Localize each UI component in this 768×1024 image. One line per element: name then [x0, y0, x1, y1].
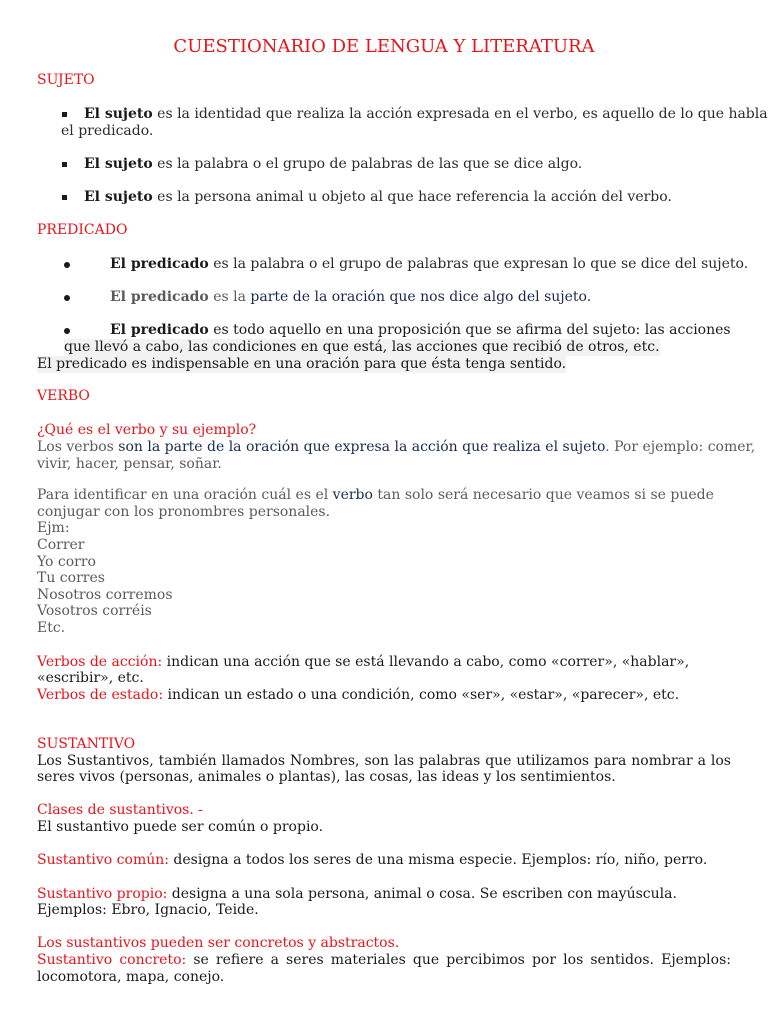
document-title: CUESTIONARIO DE LENGUA Y LITERATURA — [173, 36, 595, 57]
predicado-bullet-1: El predicado es la palabra o el grupo de palabras que expresan lo que se dice del sujeto. — [110, 256, 749, 272]
verbo-example: Etc. — [37, 620, 66, 636]
verbos-accion: Verbos de acción: indican una acción que se está llevando a cabo, como «correr», «hablar», — [37, 654, 690, 670]
round-bullet-icon — [64, 295, 70, 301]
section-heading-sujeto: SUJETO — [37, 72, 95, 88]
round-bullet-icon — [64, 328, 70, 334]
sujeto-bullet-1: El sujeto es la identidad que realiza la acción expresada en el verbo, es aquello de lo que habla — [84, 106, 768, 122]
verbo-example: Ejm: — [37, 520, 70, 536]
sustantivo-propio-cont: Ejemplos: Ebro, Ignacio, Teide. — [37, 902, 259, 918]
round-bullet-icon — [64, 262, 70, 268]
sujeto-bullet-1-cont: el predicado. — [61, 123, 154, 139]
section-heading-predicado: PREDICADO — [37, 222, 128, 238]
square-bullet-icon — [62, 112, 67, 117]
verbo-question: ¿Qué es el verbo y su ejemplo? — [37, 422, 257, 438]
predicado-bullet-3: El predicado es todo aquello en una proposición que se afirma del sujeto: las acciones — [110, 322, 731, 338]
sustantivo-concreto: Sustantivo concreto: se refiere a seres materiales que percibimos por los sentidos. Ejemplos: — [37, 952, 731, 968]
verbo-example: Tu corres — [37, 570, 105, 586]
square-bullet-icon — [62, 162, 67, 167]
section-heading-verbo: VERBO — [37, 388, 90, 404]
verbo-example: Vosotros corréis — [37, 603, 152, 619]
section-heading-sustantivo: SUSTANTIVO — [37, 736, 136, 752]
verbo-example: Yo corro — [37, 554, 96, 570]
clases-text: El sustantivo puede ser común o propio. — [37, 819, 324, 835]
clases-heading: Clases de sustantivos. - — [37, 802, 203, 818]
sustantivo-propio: Sustantivo propio: designa a una sola persona, animal o cosa. Se escriben con mayúscula. — [37, 886, 677, 902]
verbos-accion-cont: «escribir», etc. — [37, 670, 144, 686]
verbo-example: Nosotros corremos — [37, 587, 173, 603]
sustantivo-concreto-cont: locomotora, mapa, conejo. — [37, 969, 225, 985]
sustantivo-comun: Sustantivo común: designa a todos los seres de una misma especie. Ejemplos: río, niño, perro. — [37, 852, 708, 868]
sustantivo-paragraph: Los Sustantivos, también llamados Nombres, son las palabras que utilizamos para nombrar a los — [37, 753, 731, 769]
concretos-heading: Los sustantivos pueden ser concretos y abstractos. — [37, 935, 400, 951]
verbos-estado: Verbos de estado: indican un estado o una condición, como «ser», «estar», «parecer», etc. — [37, 687, 680, 703]
predicado-bullet-3-cont: que llevó a cabo, las condiciones en que está, las acciones que recibió de otros, etc. — [64, 339, 660, 355]
verbo-paragraph-1-cont: vivir, hacer, pensar, soñar. — [37, 456, 222, 472]
predicado-bullet-2: El predicado es la parte de la oración que nos dice algo del sujeto. — [110, 289, 592, 305]
predicado-note: El predicado es indispensable en una oración para que ésta tenga sentido. — [37, 356, 567, 372]
sujeto-bullet-2: El sujeto es la palabra o el grupo de palabras de las que se dice algo. — [84, 156, 583, 172]
verbo-paragraph-2: Para identificar en una oración cuál es el verbo tan solo será necesario que veamos si se puede — [37, 487, 714, 503]
square-bullet-icon — [62, 195, 67, 200]
sustantivo-paragraph-cont: seres vivos (personas, animales o plantas), las cosas, las ideas y los sentimientos. — [37, 769, 616, 785]
verbo-example: Correr — [37, 537, 85, 553]
verbo-paragraph-1: Los verbos son la parte de la oración que expresa la acción que realiza el sujeto. Por ejemplo: comer, — [37, 439, 756, 455]
verbo-paragraph-2-cont: conjugar con los pronombres personales. — [37, 504, 331, 520]
sujeto-bullet-3: El sujeto es la persona animal u objeto al que hace referencia la acción del verbo. — [84, 189, 672, 205]
